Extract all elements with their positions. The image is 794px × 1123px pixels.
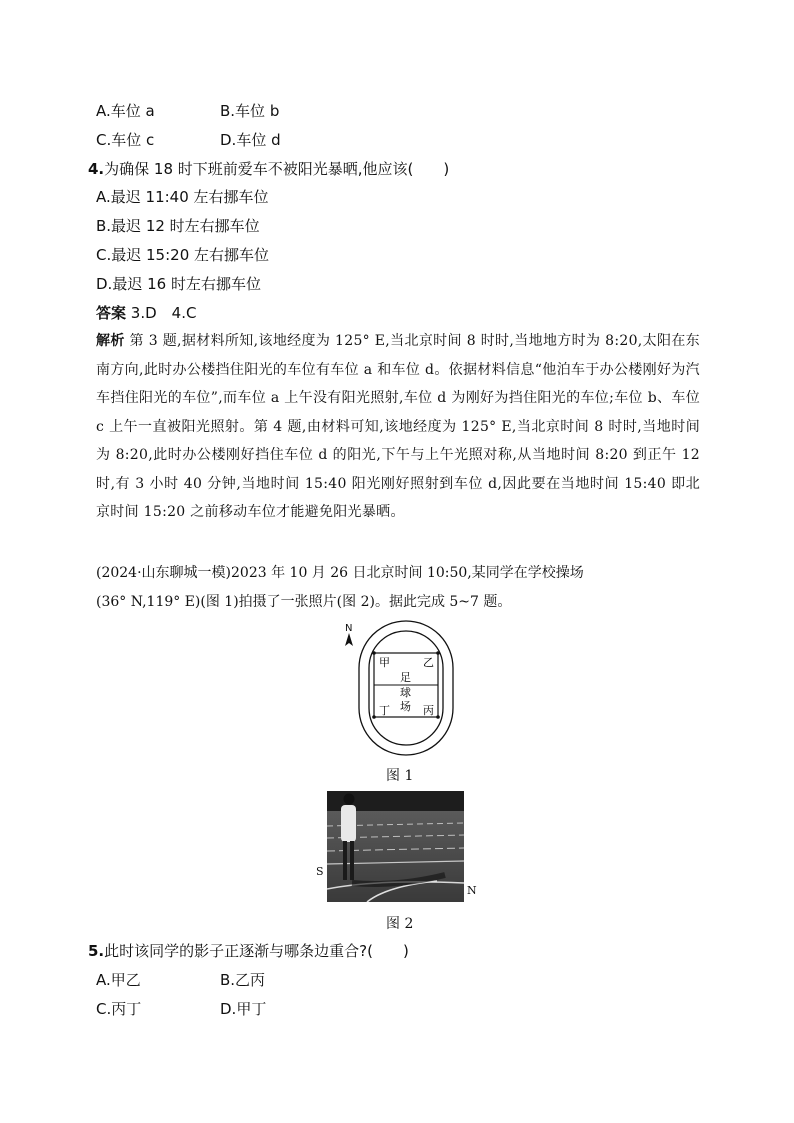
corner-label-yi: 乙 — [423, 656, 434, 669]
q3-option-d[interactable]: D.车位 d — [220, 131, 281, 149]
q3-option-b[interactable]: B.车位 b — [220, 102, 280, 120]
photo-scene — [327, 791, 464, 902]
figure-2-right-label: N — [467, 884, 477, 897]
q4-option-d[interactable]: D.最迟 16 时左右挪车位 — [96, 275, 261, 293]
q4-option-a[interactable]: A.最迟 11:40 左右挪车位 — [96, 188, 269, 206]
figure-2-left-label: S — [316, 865, 324, 878]
figure-2-caption: 图 2 — [386, 916, 414, 932]
q3-option-a[interactable]: A.车位 a — [96, 102, 155, 120]
corner-dot-yi — [436, 651, 440, 655]
source-line-2: (36° N,119° E)(图 1)拍摄了一张照片(图 2)。据此完成 5~7 题。 — [96, 594, 512, 610]
q4-stem-line — [88, 159, 449, 179]
field-label-2: 球 — [400, 686, 411, 699]
figure-1-stadium-diagram — [338, 617, 458, 757]
corner-label-ding: 丁 — [379, 704, 390, 717]
q5-option-a[interactable]: A.甲乙 — [96, 971, 141, 989]
corner-dot-bing — [436, 715, 440, 719]
north-label: N — [345, 623, 353, 634]
q5-number: 5. — [88, 942, 105, 960]
q4-option-c[interactable]: C.最迟 15:20 左右挪车位 — [96, 246, 270, 264]
corner-dot-ding — [372, 715, 376, 719]
answer-text: 3.D 4.C — [126, 304, 197, 322]
explanation-block — [96, 327, 700, 527]
source-block — [96, 559, 700, 617]
field-label-3: 场 — [400, 700, 411, 713]
q4-option-b[interactable]: B.最迟 12 时左右挪车位 — [96, 217, 260, 235]
q5-stem: 此时该同学的影子正逐渐与哪条边重合?( ) — [104, 942, 409, 960]
explanation-label: 解析 — [96, 333, 125, 349]
answer-line — [96, 303, 196, 323]
corner-label-jia: 甲 — [379, 656, 390, 669]
answer-label: 答案 — [96, 304, 127, 322]
q4-stem: 为确保 18 时下班前爱车不被阳光暴晒,他应该( ) — [104, 160, 450, 178]
figure-2-photo — [327, 791, 464, 902]
corner-dot-jia — [372, 651, 376, 655]
q5-stem-line — [88, 941, 409, 961]
q5-option-b[interactable]: B.乙丙 — [220, 971, 266, 989]
figure-1-caption: 图 1 — [386, 768, 414, 784]
q5-option-d[interactable]: D.甲丁 — [220, 1000, 267, 1018]
q4-number: 4. — [88, 160, 105, 178]
q5-option-c[interactable]: C.丙丁 — [96, 1000, 142, 1018]
source-line-1: (2024·山东聊城一模)2023 年 10 月 26 日北京时间 10:50,某同学在学校操场 — [96, 565, 584, 581]
field-label-1: 足 — [400, 671, 411, 684]
north-arrow-icon — [345, 633, 353, 646]
explanation-text: 第 3 题,据材料所知,该地经度为 125° E,当北京时间 8 时时,当地地方时为 8:20,太阳在东南方向,此时办公楼挡住阳光的车位有车位 a 和车位 d。依据材料信息“他泊车于办公楼刚好为汽车挡住阳光的车位”,而车位 a 上午没有阳光照射,车位 d 为刚好为挡住阳光的车位;车位 b、车位 c 上午一直被阳光照射。第 4 题,由材料可知,该地经度为 125° E,当北京时间 8 时时,当地时间为 8:20,此时办公楼刚好挡住车位 d 的阳光,下午与上午光照对称,从当地时间 8:20 到正午 12 时,有 3 小时 40 分钟,当地时间 15:40 阳光刚好照射到车位 d,因此要在当地时间 15:40 即北京时间 15:20 之前移动车位才能避免阳光暴晒。 — [96, 333, 700, 520]
corner-label-bing: 丙 — [423, 704, 434, 717]
q3-option-c[interactable]: C.车位 c — [96, 131, 155, 149]
